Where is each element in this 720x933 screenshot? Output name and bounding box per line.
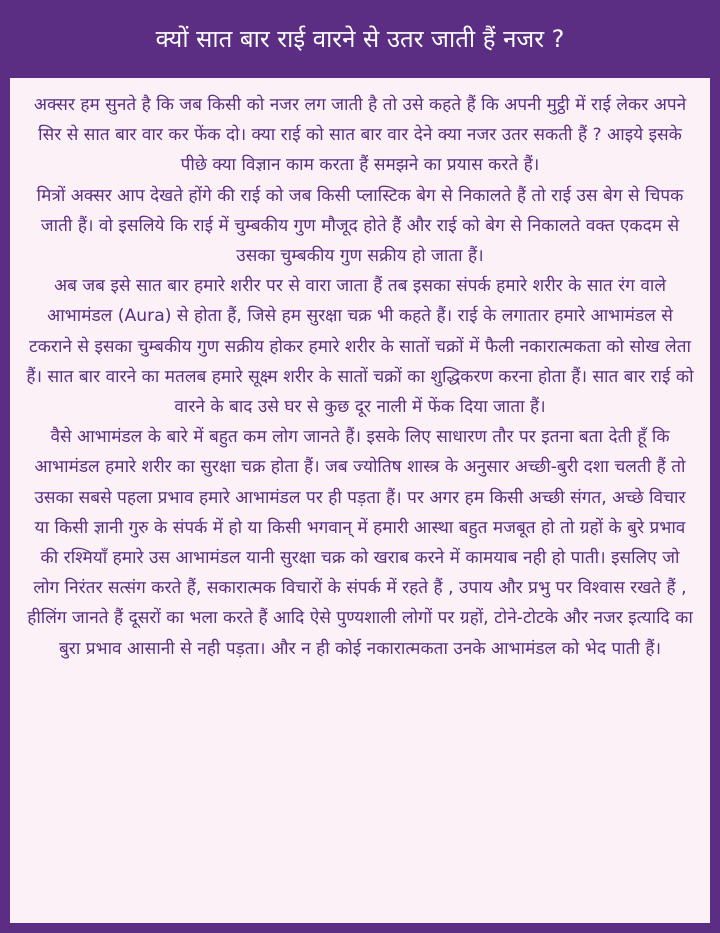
article-title-bar	[10, 0, 710, 78]
paragraph-1: अक्सर हम सुनते है कि जब किसी को नजर लग जाती है तो उसे कहते हैं कि अपनी मुट्ठी में राई लेकर अपने सिर से सात बार वार कर फेंक दो। क्या राई को सात बार वार देने क्या नजर उतर सकती हैं ? आइये इसके पीछे क्या विज्ञान काम करता हैं समझने का प्रयास करते हैं।	[33, 95, 687, 176]
paragraph-3: अब जब इसे सात बार हमारे शरीर पर से वारा जाता हैं तब इसका संपर्क हमारे शरीर के सात रंग वाले आभामंडल (Aura) से होता हैं, जिसे हम सुरक्षा चक्र भी कहते हैं। राई के लगातार हमारे आभामंडल से टकराने से इसका चुम्बकीय गुण सक्रीय होकर हमारे शरीर के सातों चक्रों में फैली नकारात्मकता को सोख लेता हैं। सात बार वारने का मतलब हमारे सूक्ष्म शरीर के सातों चक्रों का शुद्धिकरण करना होता हैं। सात बार राई को वारने के बाद उसे घर से कुछ दूर नाली में फेंक दिया जाता हैं।	[26, 276, 694, 418]
paragraph-2: मित्रों अक्सर आप देखते होंगे की राई को जब किसी प्लास्टिक बेग से निकालते हैं तो राई उस बेग से चिपक जाती हैं। वो इसलिये कि राई में चुम्बकीय गुण मौजूद होते हैं और राई को बेग से निकालते वक्त एकदम से उसका चुम्बकीय गुण सक्रीय हो जाता हैं।	[36, 185, 684, 267]
article-body	[10, 78, 710, 923]
paragraph-4: वैसे आभामंडल के बारे में बहुत कम लोग जानते हैं। इसके लिए साधारण तौर पर इतना बता देती हूँ कि आभामंडल हमारे शरीर का सुरक्षा चक्र होता हैं। जब ज्योतिष शास्त्र के अनुसार अच्छी-बुरी दशा चलती हैं तो उसका सबसे पहला प्रभाव हमारे आभामंडल पर ही पड़ता हैं। पर अगर हम किसी अच्छी संगत, अच्छे विचार या किसी ज्ञानी गुरु के संपर्क में हो या किसी भगवान् में हमारी आस्था बहुत मजबूत हो तो ग्रहों के बुरे प्रभाव की रश्मियाँ हमारे उस आभामंडल यानी सुरक्षा चक्र को खराब करने में कामयाब नही हो पाती। इसलिए जो लोग निरंतर सत्संग करते हैं, सकारात्मक विचारों के संपर्क में रहते हैं , उपाय और प्रभु पर विश्वास रखते हैं , हीलिंग जानते हैं दूसरों का भला करते हैं आदि ऐसे पुण्यशाली लोगों पर ग्रहों, टोने-टोटके और नजर इत्यादि का बुरा प्रभाव आसानी से नही पड़ता। और न ही कोई नकारात्मकता उनके आभामंडल को भेद पाती हैं।	[27, 427, 693, 659]
article-title: क्यों सात बार राई वारने से उतर जाती हैं नजर ?	[155, 24, 565, 53]
